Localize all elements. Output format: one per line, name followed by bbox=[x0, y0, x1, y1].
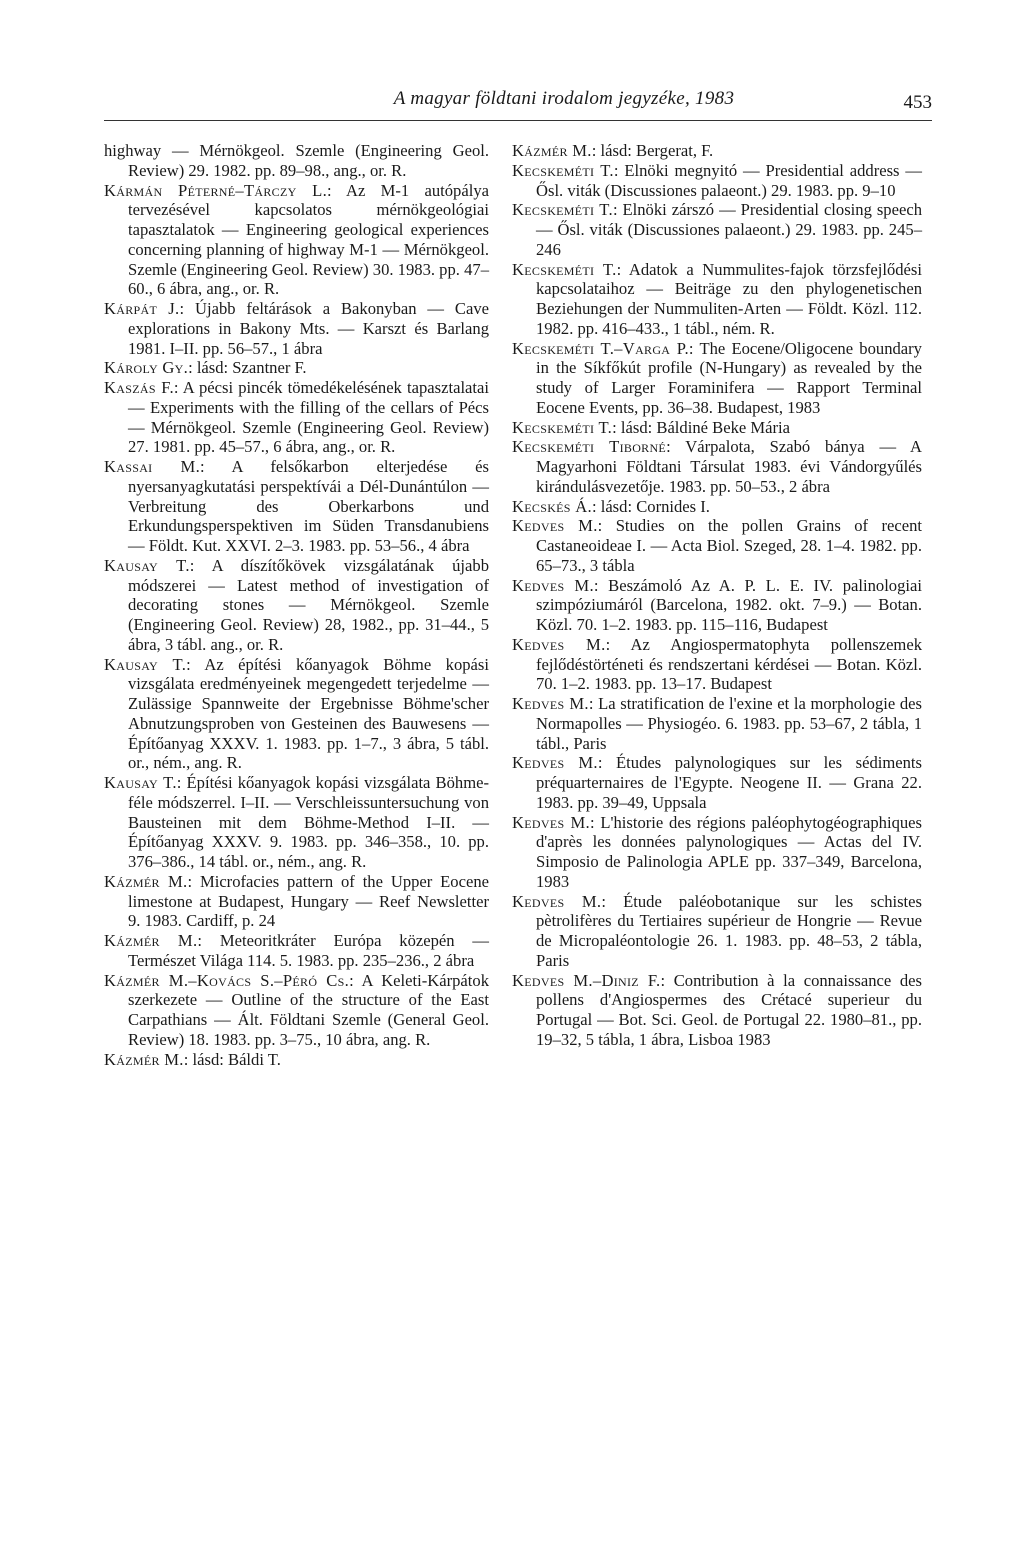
entry-author: Kedves M. bbox=[512, 753, 598, 773]
entry-text: : Étude paléobotanique sur les schistes pètrolifères du Tertiaires supérieur de Hongrie — Revue de Micropaléontologie 26. 1. 1983. pp. 48–53, 2 tábla, Paris bbox=[536, 891, 922, 970]
page-header bbox=[104, 88, 932, 128]
entry-author: Kázmér M. bbox=[104, 871, 188, 891]
entry-author: Kecskeméti T. bbox=[512, 259, 617, 279]
entry-text: : Études palynologiques sur les sédiments préquarternaires de l'Egypte. Neogene II. — Grana 22. 1983. pp. 39–49, Uppsala bbox=[536, 753, 922, 812]
entry-author: Kázmér M. bbox=[104, 1049, 184, 1069]
bibliography-entry bbox=[512, 753, 922, 812]
entry-text: : lásd: Szantner F. bbox=[188, 358, 307, 378]
bibliography-entry bbox=[512, 200, 922, 259]
entry-author: Kedves M. bbox=[512, 516, 598, 536]
entry-text: : lásd: Cornides I. bbox=[591, 496, 710, 516]
bibliography-entry bbox=[512, 576, 922, 635]
bibliography-entry bbox=[104, 141, 489, 181]
entry-text: : Contribution à la connaissance des pollens d'Angiospermes des Crétacé superieur du Portugal — Bot. Sci. Geol. de Portugal 22. 1980–81., pp. 19–32, 5 tábla, 1 ábra, Lisboa 1983 bbox=[536, 970, 922, 1049]
bibliography-entry bbox=[512, 813, 922, 892]
entry-author: Kedves M. bbox=[512, 634, 606, 654]
entry-author: Kázmér M. bbox=[512, 141, 592, 160]
entry-author: Kecskeméti T.–Varga P. bbox=[512, 338, 689, 358]
left-column bbox=[104, 141, 489, 1069]
bibliography-entry bbox=[512, 418, 922, 438]
bibliography-entry bbox=[512, 437, 922, 496]
entry-text: : Meteoritkráter Európa közepén — Természet Világa 114. 5. 1983. pp. 235–236., 2 ábra bbox=[128, 931, 489, 970]
entry-text: : Elnöki megnyitó — Presidential address — Ősl. viták (Discussiones palaeont.) 29. 1983. pp. 9–10 bbox=[536, 160, 922, 200]
bibliography-entry bbox=[104, 181, 489, 300]
entry-author: Kárpát J. bbox=[104, 299, 180, 318]
entry-author: Kausay T. bbox=[104, 654, 187, 674]
right-column bbox=[512, 141, 922, 1050]
entry-author: Kassai M. bbox=[104, 457, 201, 476]
running-title: A magyar földtani irodalom jegyzéke, 1983 bbox=[393, 88, 735, 109]
entry-author: Károly Gy. bbox=[104, 358, 189, 378]
entry-author: Kecskeméti T. bbox=[512, 200, 613, 220]
bibliography-entry bbox=[512, 260, 922, 339]
header-rule bbox=[104, 120, 932, 121]
bibliography-entry bbox=[512, 694, 922, 753]
entry-author: Kaszás F. bbox=[104, 378, 174, 397]
entry-text: : Építési kőanyagok kopási vizsgálata Böhme-féle módszerrel. I–II. — Verschleissuntersuchung von Bausteinen mit dem Böhme-Method I–II. — Építőanyag XXXV. 9. 1983. pp. 346–358., 10. pp. 376–386., 14 tábl. or., ném., ang. R. bbox=[128, 773, 490, 871]
entry-text: : A pécsi pincék tömedékelésének tapasztalatai — Experiments with the filling of the cellars of Pécs — Mérnökgeol. Szemle (Engineering Geol. Review) 27. 1981. pp. 45–57., 6 ábra, ang., or. R. bbox=[128, 378, 490, 457]
bibliography-entry bbox=[512, 516, 922, 575]
entry-author: Kedves M. bbox=[512, 812, 591, 832]
entry-author: Kecskés Á. bbox=[512, 496, 592, 516]
entry-text: : A felsőkarbon elterjedése és nyersanyagkutatási perspektívái a Dél-Dunántúlon — Verbreitung des Oberkarbons und Erkundungsperspektiven im Süden Transdanubiens — Földt. Kut. XXVI. 2–3. 1983. pp. 53–56., 4 ábra bbox=[128, 457, 489, 555]
bibliography-entry bbox=[512, 339, 922, 418]
entry-author: Kedves M. bbox=[512, 575, 594, 595]
entry-author: Kázmér M.–Kovács S.–Péró Cs. bbox=[104, 970, 350, 990]
bibliography-entry bbox=[104, 872, 489, 931]
bibliography-entry bbox=[104, 1050, 489, 1070]
entry-text: : Az Angiospermatophyta pollenszemek fejlődéstörténeti és rendszertani kérdései — Botan. Közl. 70. 1–2. 1983. pp. 13–17. Budapest bbox=[536, 634, 923, 694]
entry-author: Kausay T. bbox=[104, 555, 190, 575]
entry-author: Kecskeméti Tiborné bbox=[512, 437, 667, 457]
entry-text: : Microfacies pattern of the Upper Eocene limestone at Budapest, Hungary — Reef Newsletter 9. 1983. Cardiff, p. 24 bbox=[128, 871, 489, 931]
entry-text: : Elnöki zárszó — Presidential closing speech — Ősl. viták (Discussiones palaeont.) 29. 1983. pp. 245–246 bbox=[536, 200, 922, 259]
bibliography-entry bbox=[104, 358, 489, 378]
bibliography-entry bbox=[512, 892, 922, 971]
bibliography-entry bbox=[104, 971, 489, 1050]
entry-author: Kedves M. bbox=[512, 694, 589, 713]
entry-text: : Újabb feltárások a Bakonyban — Cave explorations in Bakony Mts. — Karszt és Barlang 1981. I–II. pp. 56–57., 1 ábra bbox=[128, 299, 490, 358]
entry-text: : L'historie des régions paléophytogéographiques d'après les données palynologiques — Actas del IV. Simposio de Palinologia APLE pp. 337–349, Barcelona, 1983 bbox=[536, 812, 922, 891]
bibliography-entry bbox=[512, 635, 922, 694]
entry-author: Kecskeméti T. bbox=[512, 160, 614, 180]
entry-text: : A díszítőkövek vizsgálatának újabb módszerei — Latest method of investigation of decorating stones — Mérnökgeol. Szemle (Engineering Geol. Review) 28, 1982., pp. 31–44., 5 ábra, 3 tábl. ang., or. R. bbox=[128, 555, 489, 654]
entry-text: : La stratification de l'exine et la morphologie des Normapolles — Physiogéo. 6. 1983. pp. 53–67, 2 tábla, 1 tábl., Paris bbox=[536, 694, 922, 753]
entry-text: : Várpalota, Szabó bánya — A Magyarhoni Földtani Társulat 1983. évi Vándorgyűlés kirándulásvezetője. 1983. pp. 50–53., 2 ábra bbox=[536, 437, 922, 496]
entry-author: Kármán Péterné–Tárczy L. bbox=[104, 180, 328, 200]
entry-author: Kausay T. bbox=[104, 773, 177, 792]
bibliography-entry bbox=[512, 971, 922, 1050]
entry-author: Kázmér M. bbox=[104, 931, 198, 950]
bibliography-entry bbox=[104, 299, 489, 358]
entry-text: : A Keleti-Kárpátok szerkezete — Outline of the structure of the East Carpathians — Ált. Földtani Szemle (General Geol. Review) 18. 1983. pp. 3–75., 10 ábra, ang. R. bbox=[128, 970, 490, 1049]
bibliography-entry bbox=[104, 556, 489, 655]
entry-text: highway — Mérnökgeol. Szemle (Engineering Geol. Review) 29. 1982. pp. 89–98., ang., or. R. bbox=[104, 141, 489, 180]
entry-text: : Az építési kőanyagok Böhme kopási vizsgálata eredményeinek megengedett terjedelme — Zulässige Spannweite der Ergebnisse Böhme'scher Abnutzungsproben von Gesteinen des Bauwesens — Építőanyag XXXV. 1. 1983. pp. 1–7., 3 ábra, 5 tábl. or., ném., ang. R. bbox=[128, 654, 489, 773]
entry-text: : lásd: Báldi T. bbox=[183, 1049, 281, 1069]
bibliography-entry bbox=[104, 457, 489, 556]
bibliography-entry bbox=[104, 378, 489, 457]
bibliography-entry bbox=[104, 773, 489, 872]
entry-author: Kedves M. bbox=[512, 891, 602, 911]
entry-text: : Adatok a Nummulites-fajok törzsfejlődési kapcsolataihoz — Beiträge zu den phylogenetischen Beziehungen der Nummuliten-Arten — Földt. Közl. 112. 1982. pp. 416–433., 1 tábl., ném. R. bbox=[536, 259, 922, 338]
entry-text: : Beszámoló Az A. P. L. E. IV. palinologiai szimpóziumáról (Barcelona, 1982. okt. 7–9.) — Botan. Közl. 70. 1–2. 1983. pp. 115–116, Budapest bbox=[536, 575, 922, 634]
bibliography-entry bbox=[512, 141, 922, 161]
bibliography-entry bbox=[512, 161, 922, 201]
entry-text: : lásd: Báldiné Beke Mária bbox=[612, 417, 790, 437]
bibliography-entry bbox=[104, 655, 489, 774]
entry-text: : Az M-1 autópálya tervezésével kapcsolatos mérnökgeológiai tapasztalatok — Engineering geological experiences concerning planning of highway M-1 — Mérnökgeol. Szemle (Engineering Geol. Review) 30. 1983. pp. 47–60., 6 ábra, ang., or. R. bbox=[128, 180, 489, 299]
bibliography-entry bbox=[512, 497, 922, 517]
entry-author: Kedves M.–Diniz F. bbox=[512, 970, 661, 990]
entry-text: : The Eocene/Oligocene boundary in the Síkfőkút profile (N-Hungary) as revealed by the study of Larger Foraminifera — Rapport Terminal Eocene Events, pp. 36–38. Budapest, 1983 bbox=[536, 338, 922, 417]
bibliography-entry bbox=[104, 931, 489, 971]
entry-text: : lásd: Bergerat, F. bbox=[591, 141, 714, 160]
entry-author: Kecskeméti T. bbox=[512, 417, 613, 437]
entry-text: : Studies on the pollen Grains of recent Castaneoideae I. — Acta Biol. Szeged, 28. 1–4. 1982. pp. 65–73., 3 tábla bbox=[536, 516, 922, 575]
page-number: 453 bbox=[903, 92, 932, 113]
